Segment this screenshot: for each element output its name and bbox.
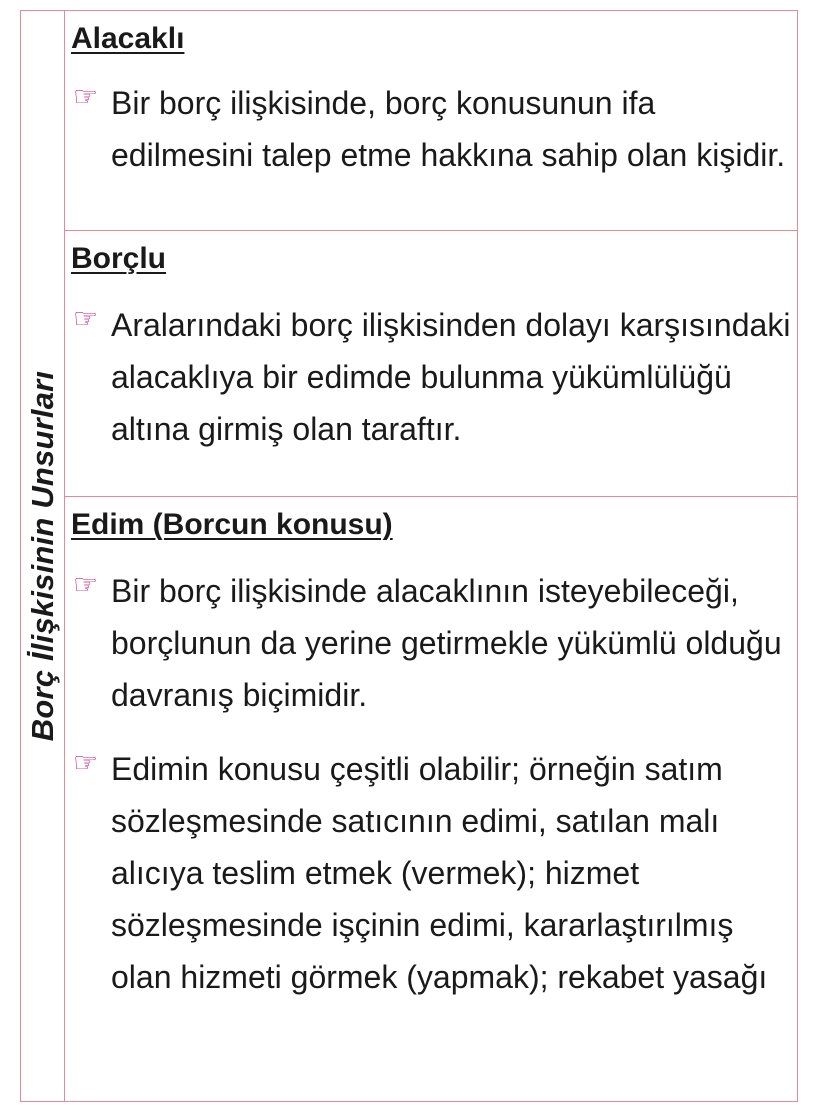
section-heading: Edim (Borcun konusu) <box>71 508 393 541</box>
bullet-item <box>71 77 797 181</box>
bullet-text: Edimin konusu çeşitli olabilir; örneğin satım sözleşmesinde satıcının edimi, satılan malı alıcıya teslim etmek (vermek); hizmet sözleşmesinde işçinin edimi, kararlaştırılmış olan hizmeti görmek (yapmak); rekabet yasağı <box>111 751 768 995</box>
bullet-item <box>71 743 797 1003</box>
section-alacakli <box>65 11 797 231</box>
section-heading: Borçlu <box>71 242 167 275</box>
bullet-text: Bir borç ilişkisinde alacaklının isteyebileceği, borçlunun da yerine getirmekle yükümlü olduğu davranış biçimidir. <box>111 573 782 713</box>
pointing-hand-icon: ☞ <box>73 569 99 600</box>
pointing-hand-icon: ☞ <box>73 81 99 112</box>
pointing-hand-icon: ☞ <box>73 303 99 334</box>
section-heading: Alacaklı <box>71 22 185 55</box>
section-edim <box>65 497 797 1101</box>
section-borclu <box>65 231 797 497</box>
bullet-text: Aralarındaki borç ilişkisinden dolayı karşısındaki alacaklıya bir edimde bulunma yükümlülüğü altına girmiş olan taraftır. <box>111 307 791 447</box>
bullet-item <box>71 565 797 721</box>
pointing-hand-icon: ☞ <box>73 747 99 778</box>
side-title: Borç İlişkisinin Unsurları <box>25 370 60 742</box>
content-column <box>65 11 797 1101</box>
bullet-item <box>71 299 797 455</box>
bullet-text: Bir borç ilişkisinde, borç konusunun ifa edilmesini talep etme hakkına sahip olan kişidir. <box>111 85 786 173</box>
content-table <box>20 10 798 1102</box>
side-column <box>21 11 65 1101</box>
